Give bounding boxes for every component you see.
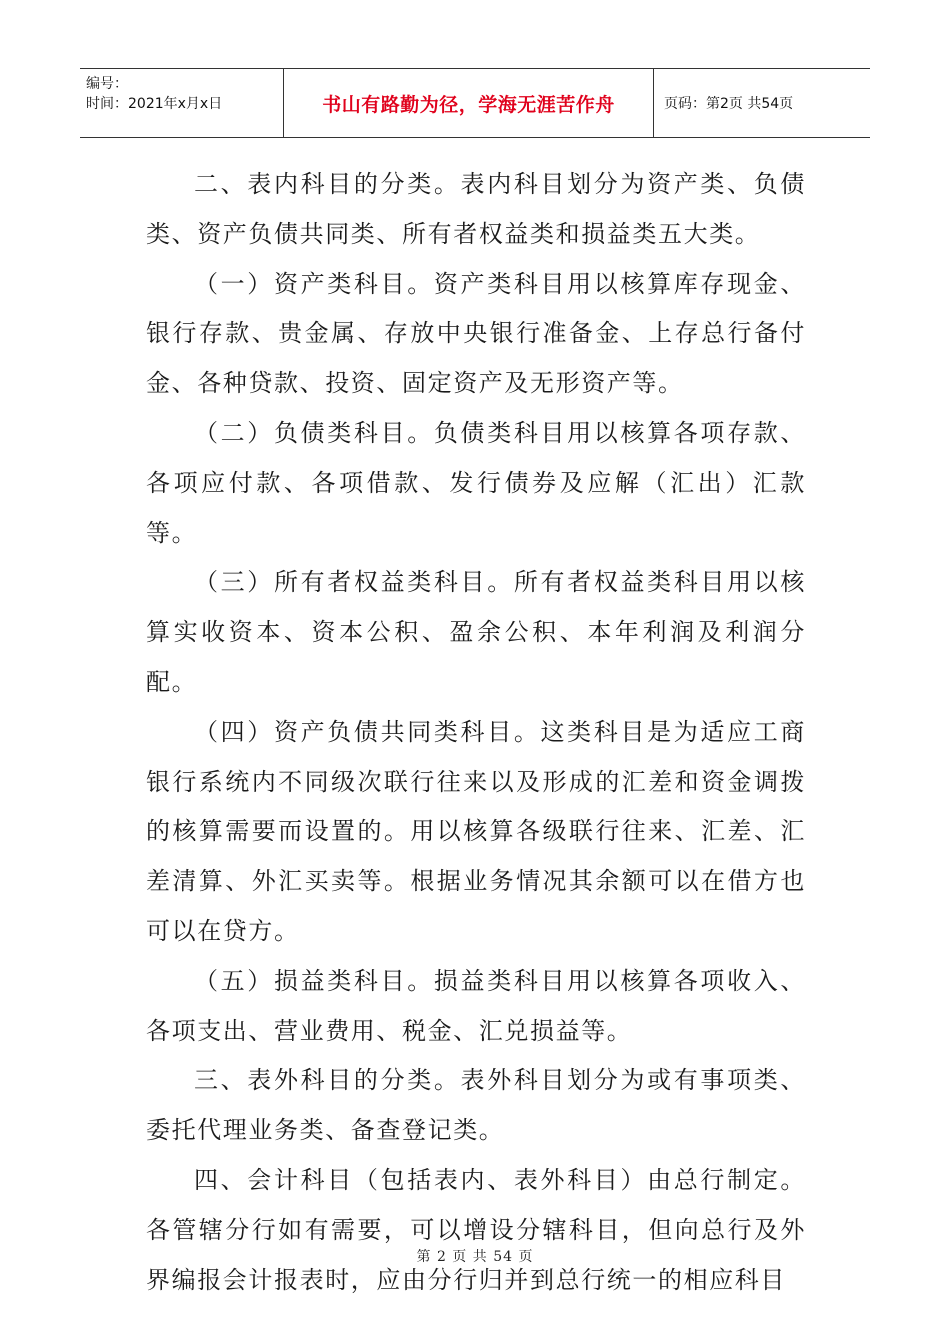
document-date-label: 时间：2021年x月x日: [86, 96, 223, 112]
paragraph: 二、表内科目的分类。表内科目划分为资产类、负债类、资产负债共同类、所有者权益类和损益类五大类。: [146, 170, 806, 248]
paragraph: （三）所有者权益类科目。所有者权益类科目用以核算实收资本、资本公积、盈余公积、本年利润及利润分配。: [146, 568, 806, 696]
paragraph: （四）资产负债共同类科目。这类科目是为适应工商银行系统内不同级次联行往来以及形成的汇差和资金调拨的核算需要而设置的。用以核算各级联行往来、汇差、汇差清算、外汇买卖等。根据业务情况其余额可以在借方也可以在贷方。: [146, 717, 806, 945]
document-body: [146, 160, 806, 1305]
paragraph: （二）负债类科目。负债类科目用以核算各项存款、各项应付款、各项借款、发行债券及应解（汇出）汇款等。: [146, 418, 806, 547]
paragraph: （一）资产类科目。资产类科目用以核算库存现金、银行存款、贵金属、存放中央银行准备金、上存总行备付金、各种贷款、投资、固定资产及无形资产等。: [146, 269, 806, 398]
header-meta: [80, 69, 283, 137]
document-number-label: 编号：: [86, 76, 128, 92]
paragraph: （五）损益类科目。损益类科目用以核算各项收入、各项支出、营业费用、税金、汇兑损益等。: [146, 966, 806, 1045]
paragraph: 四、会计科目（包括表内、表外科目）由总行制定。各管辖分行如有需要，可以增设分辖科目，但向总行及外界编报会计报表时，应由分行归并到总行统一的相应科目: [146, 1165, 806, 1294]
header-motto: 书山有路勤为径，学海无涯苦作舟: [283, 69, 654, 137]
paragraph: 三、表外科目的分类。表外科目划分为或有事项类、委托代理业务类、备查登记类。: [146, 1066, 806, 1145]
header-page-info: 页码：第2页 共54页: [664, 96, 794, 112]
page-header: [80, 68, 870, 138]
page-footer: 第 2 页 共 54 页: [416, 1249, 534, 1265]
